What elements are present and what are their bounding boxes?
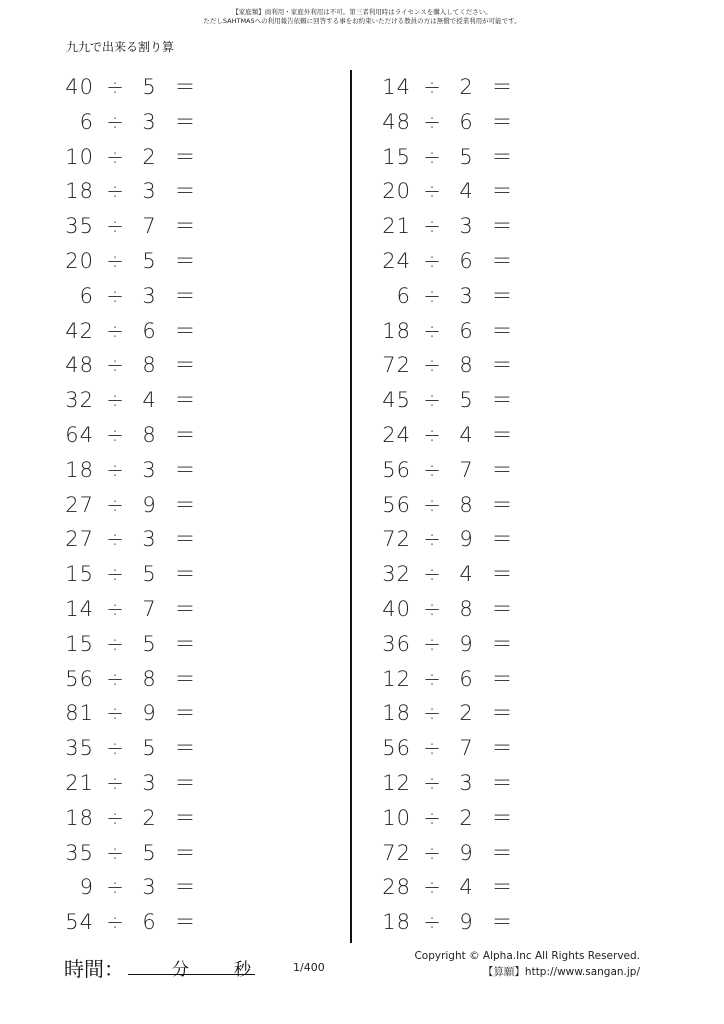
divide-sign: ÷ <box>423 492 441 517</box>
divide-sign: ÷ <box>423 283 441 308</box>
minutes-label: 分 <box>172 960 189 980</box>
divisor: 6 <box>142 910 156 935</box>
problem-row <box>58 314 228 349</box>
divide-sign: ÷ <box>106 910 124 935</box>
equals-sign: ＝ <box>491 527 513 552</box>
divisor: 4 <box>459 179 473 204</box>
equals-sign: ＝ <box>491 875 513 900</box>
equals-sign: ＝ <box>174 214 196 239</box>
dividend: 27 <box>65 492 94 517</box>
equals-sign: ＝ <box>174 353 196 378</box>
divisor: 3 <box>142 875 156 900</box>
divisor: 7 <box>142 596 156 621</box>
problem-row <box>58 348 228 383</box>
divide-sign: ÷ <box>106 318 124 343</box>
dividend: 28 <box>382 875 411 900</box>
dividend: 56 <box>382 492 411 517</box>
equals-sign: ＝ <box>491 910 513 935</box>
problem-row <box>375 105 545 140</box>
problem-row <box>375 453 545 488</box>
divisor: 8 <box>459 353 473 378</box>
divide-sign: ÷ <box>423 910 441 935</box>
divisor: 3 <box>142 109 156 134</box>
dividend: 9 <box>79 875 94 900</box>
divide-sign: ÷ <box>106 214 124 239</box>
problem-row <box>375 592 545 627</box>
time-label: 時間： <box>64 957 124 981</box>
dividend: 15 <box>65 631 94 656</box>
problem-row <box>58 801 228 836</box>
problem-row <box>375 522 545 557</box>
divide-sign: ÷ <box>106 457 124 482</box>
dividend: 21 <box>382 214 411 239</box>
divide-sign: ÷ <box>106 144 124 169</box>
divide-sign: ÷ <box>106 562 124 587</box>
dividend: 45 <box>382 388 411 413</box>
divide-sign: ÷ <box>106 701 124 726</box>
equals-sign: ＝ <box>174 75 196 99</box>
divide-sign: ÷ <box>106 736 124 761</box>
equals-sign: ＝ <box>174 109 196 134</box>
divisor: 4 <box>459 875 473 900</box>
equals-sign: ＝ <box>174 596 196 621</box>
site-url: 【算願】http://www.sangan.jp/ <box>482 966 640 978</box>
dividend: 18 <box>382 318 411 343</box>
divide-sign: ÷ <box>106 596 124 621</box>
divide-sign: ÷ <box>106 770 124 795</box>
divisor: 5 <box>459 388 473 413</box>
dividend: 32 <box>382 562 411 587</box>
divisor: 8 <box>142 422 156 447</box>
problem-row <box>375 662 545 697</box>
problem-row <box>58 662 228 697</box>
equals-sign: ＝ <box>491 492 513 517</box>
dividend: 36 <box>382 631 411 656</box>
divide-sign: ÷ <box>106 805 124 830</box>
dividend: 12 <box>382 666 411 691</box>
divide-sign: ÷ <box>423 457 441 482</box>
dividend: 48 <box>65 353 94 378</box>
problem-row <box>58 592 228 627</box>
divide-sign: ÷ <box>423 214 441 239</box>
dividend: 18 <box>65 179 94 204</box>
equals-sign: ＝ <box>491 353 513 378</box>
problem-row <box>375 279 545 314</box>
problem-row <box>375 905 545 940</box>
divisor: 7 <box>142 214 156 239</box>
equals-sign: ＝ <box>491 214 513 239</box>
dividend: 56 <box>382 736 411 761</box>
dividend: 42 <box>65 318 94 343</box>
left-problem-column <box>58 70 228 940</box>
equals-sign: ＝ <box>491 805 513 830</box>
equals-sign: ＝ <box>491 666 513 691</box>
divisor: 3 <box>459 283 473 308</box>
problem-row <box>58 418 228 453</box>
problem-row <box>375 801 545 836</box>
divisor: 2 <box>459 701 473 726</box>
problem-row <box>375 174 545 209</box>
equals-sign: ＝ <box>174 805 196 830</box>
divisor: 8 <box>142 353 156 378</box>
dividend: 15 <box>65 562 94 587</box>
right-problem-column <box>375 70 545 940</box>
equals-sign: ＝ <box>491 388 513 413</box>
divide-sign: ÷ <box>106 179 124 204</box>
divide-sign: ÷ <box>423 701 441 726</box>
divisor: 3 <box>459 770 473 795</box>
equals-sign: ＝ <box>491 770 513 795</box>
divisor: 9 <box>459 527 473 552</box>
divisor: 4 <box>459 422 473 447</box>
divisor: 9 <box>459 910 473 935</box>
dividend: 72 <box>382 353 411 378</box>
divisor: 9 <box>459 840 473 865</box>
worksheet-title: 九九で出来る割り算 <box>66 40 175 54</box>
license-notice-line-1: 【家庭類】商利用・家庭外利用は不可。第三者利用時はライセンスを購入してください。 <box>232 8 492 16</box>
divisor: 3 <box>142 457 156 482</box>
equals-sign: ＝ <box>491 144 513 169</box>
divide-sign: ÷ <box>423 388 441 413</box>
equals-sign: ＝ <box>174 422 196 447</box>
dividend: 56 <box>382 457 411 482</box>
equals-sign: ＝ <box>174 562 196 587</box>
equals-sign: ＝ <box>174 457 196 482</box>
dividend: 35 <box>65 214 94 239</box>
problem-row <box>58 174 228 209</box>
problem-row <box>375 557 545 592</box>
divide-sign: ÷ <box>106 492 124 517</box>
equals-sign: ＝ <box>491 562 513 587</box>
divisor: 9 <box>142 492 156 517</box>
dividend: 20 <box>65 248 94 273</box>
problem-row <box>58 140 228 175</box>
divide-sign: ÷ <box>423 75 441 99</box>
problem-row <box>375 348 545 383</box>
divisor: 5 <box>142 840 156 865</box>
dividend: 6 <box>79 109 94 134</box>
dividend: 10 <box>65 144 94 169</box>
problem-row <box>375 627 545 662</box>
divide-sign: ÷ <box>423 179 441 204</box>
dividend: 14 <box>382 75 411 99</box>
problem-row <box>58 244 228 279</box>
divide-sign: ÷ <box>106 875 124 900</box>
problem-row <box>375 209 545 244</box>
divisor: 5 <box>142 248 156 273</box>
problem-row <box>58 766 228 801</box>
equals-sign: ＝ <box>174 875 196 900</box>
divisor: 2 <box>459 805 473 830</box>
divisor: 5 <box>142 75 156 99</box>
equals-sign: ＝ <box>174 527 196 552</box>
dividend: 18 <box>65 457 94 482</box>
divisor: 6 <box>142 318 156 343</box>
problem-row <box>375 140 545 175</box>
dividend: 21 <box>65 770 94 795</box>
seconds-label: 秒 <box>234 960 251 980</box>
divisor: 7 <box>459 736 473 761</box>
equals-sign: ＝ <box>174 318 196 343</box>
divisor: 3 <box>142 770 156 795</box>
dividend: 10 <box>382 805 411 830</box>
divisor: 7 <box>459 457 473 482</box>
divisor: 2 <box>142 144 156 169</box>
dividend: 6 <box>79 283 94 308</box>
equals-sign: ＝ <box>174 283 196 308</box>
problem-row <box>375 696 545 731</box>
problem-row <box>58 488 228 523</box>
divide-sign: ÷ <box>106 75 124 99</box>
page-number: 1/400 <box>293 961 325 974</box>
dividend: 15 <box>382 144 411 169</box>
divide-sign: ÷ <box>423 596 441 621</box>
problem-row <box>375 70 545 105</box>
divisor: 6 <box>459 666 473 691</box>
problem-row <box>375 731 545 766</box>
problem-row <box>375 383 545 418</box>
dividend: 40 <box>65 75 94 99</box>
divide-sign: ÷ <box>423 805 441 830</box>
problem-row <box>58 836 228 871</box>
copyright-text: Copyright © Alpha.Inc All Rights Reserved. <box>414 950 640 962</box>
license-notice-line-2: ただしSAHTMASへの利用報告依頼に回答する事をお約束いただける教員の方は無償で授業利用が可能です。 <box>203 17 521 25</box>
dividend: 18 <box>382 701 411 726</box>
divisor: 3 <box>142 527 156 552</box>
divide-sign: ÷ <box>423 562 441 587</box>
divide-sign: ÷ <box>423 736 441 761</box>
problem-row <box>375 488 545 523</box>
divide-sign: ÷ <box>106 422 124 447</box>
divide-sign: ÷ <box>106 527 124 552</box>
equals-sign: ＝ <box>491 736 513 761</box>
equals-sign: ＝ <box>491 75 513 99</box>
problem-row <box>58 383 228 418</box>
problem-row <box>58 105 228 140</box>
problem-row <box>375 836 545 871</box>
equals-sign: ＝ <box>491 283 513 308</box>
divisor: 4 <box>459 562 473 587</box>
problem-row <box>375 314 545 349</box>
equals-sign: ＝ <box>491 596 513 621</box>
divide-sign: ÷ <box>423 840 441 865</box>
divide-sign: ÷ <box>423 631 441 656</box>
equals-sign: ＝ <box>174 840 196 865</box>
equals-sign: ＝ <box>491 701 513 726</box>
dividend: 48 <box>382 109 411 134</box>
dividend: 35 <box>65 736 94 761</box>
divisor: 9 <box>459 631 473 656</box>
equals-sign: ＝ <box>491 179 513 204</box>
divide-sign: ÷ <box>106 353 124 378</box>
equals-sign: ＝ <box>491 318 513 343</box>
divisor: 5 <box>142 562 156 587</box>
divisor: 5 <box>459 144 473 169</box>
divisor: 2 <box>459 75 473 99</box>
problem-row <box>375 766 545 801</box>
problem-row <box>375 244 545 279</box>
equals-sign: ＝ <box>491 631 513 656</box>
equals-sign: ＝ <box>174 701 196 726</box>
dividend: 6 <box>396 283 411 308</box>
divide-sign: ÷ <box>106 109 124 134</box>
dividend: 24 <box>382 248 411 273</box>
equals-sign: ＝ <box>174 736 196 761</box>
divisor: 2 <box>142 805 156 830</box>
divisor: 3 <box>142 179 156 204</box>
problem-row <box>58 696 228 731</box>
divide-sign: ÷ <box>423 666 441 691</box>
equals-sign: ＝ <box>174 666 196 691</box>
divide-sign: ÷ <box>423 248 441 273</box>
equals-sign: ＝ <box>491 422 513 447</box>
equals-sign: ＝ <box>174 631 196 656</box>
dividend: 81 <box>65 701 94 726</box>
problem-row <box>58 870 228 905</box>
divide-sign: ÷ <box>106 388 124 413</box>
dividend: 40 <box>382 596 411 621</box>
divisor: 8 <box>142 666 156 691</box>
divide-sign: ÷ <box>423 144 441 169</box>
dividend: 27 <box>65 527 94 552</box>
divide-sign: ÷ <box>423 318 441 343</box>
dividend: 35 <box>65 840 94 865</box>
problem-row <box>58 279 228 314</box>
divide-sign: ÷ <box>423 770 441 795</box>
divisor: 3 <box>459 214 473 239</box>
problem-row <box>58 557 228 592</box>
dividend: 14 <box>65 596 94 621</box>
problem-row <box>58 522 228 557</box>
equals-sign: ＝ <box>174 388 196 413</box>
divide-sign: ÷ <box>423 422 441 447</box>
divide-sign: ÷ <box>106 631 124 656</box>
divide-sign: ÷ <box>106 283 124 308</box>
dividend: 56 <box>65 666 94 691</box>
equals-sign: ＝ <box>174 910 196 935</box>
dividend: 32 <box>65 388 94 413</box>
divisor: 4 <box>142 388 156 413</box>
dividend: 64 <box>65 422 94 447</box>
equals-sign: ＝ <box>491 248 513 273</box>
problem-row <box>375 870 545 905</box>
dividend: 72 <box>382 527 411 552</box>
problem-row <box>58 209 228 244</box>
dividend: 24 <box>382 422 411 447</box>
equals-sign: ＝ <box>174 492 196 517</box>
dividend: 18 <box>382 910 411 935</box>
divisor: 6 <box>459 109 473 134</box>
problem-row <box>375 418 545 453</box>
equals-sign: ＝ <box>491 457 513 482</box>
column-divider <box>350 70 352 943</box>
divisor: 9 <box>142 701 156 726</box>
problem-row <box>58 905 228 940</box>
divide-sign: ÷ <box>106 666 124 691</box>
divide-sign: ÷ <box>423 353 441 378</box>
problem-row <box>58 627 228 662</box>
equals-sign: ＝ <box>174 179 196 204</box>
divisor: 5 <box>142 736 156 761</box>
dividend: 72 <box>382 840 411 865</box>
dividend: 12 <box>382 770 411 795</box>
equals-sign: ＝ <box>491 109 513 134</box>
divisor: 6 <box>459 318 473 343</box>
dividend: 18 <box>65 805 94 830</box>
divide-sign: ÷ <box>423 109 441 134</box>
divisor: 5 <box>142 631 156 656</box>
divide-sign: ÷ <box>106 840 124 865</box>
problem-row <box>58 731 228 766</box>
divisor: 8 <box>459 596 473 621</box>
problem-row <box>58 70 228 105</box>
equals-sign: ＝ <box>174 248 196 273</box>
divide-sign: ÷ <box>106 248 124 273</box>
dividend: 54 <box>65 910 94 935</box>
divide-sign: ÷ <box>423 527 441 552</box>
divide-sign: ÷ <box>423 875 441 900</box>
equals-sign: ＝ <box>174 144 196 169</box>
dividend: 20 <box>382 179 411 204</box>
divisor: 6 <box>459 248 473 273</box>
problem-row <box>58 453 228 488</box>
divisor: 8 <box>459 492 473 517</box>
divisor: 3 <box>142 283 156 308</box>
equals-sign: ＝ <box>174 770 196 795</box>
equals-sign: ＝ <box>491 840 513 865</box>
